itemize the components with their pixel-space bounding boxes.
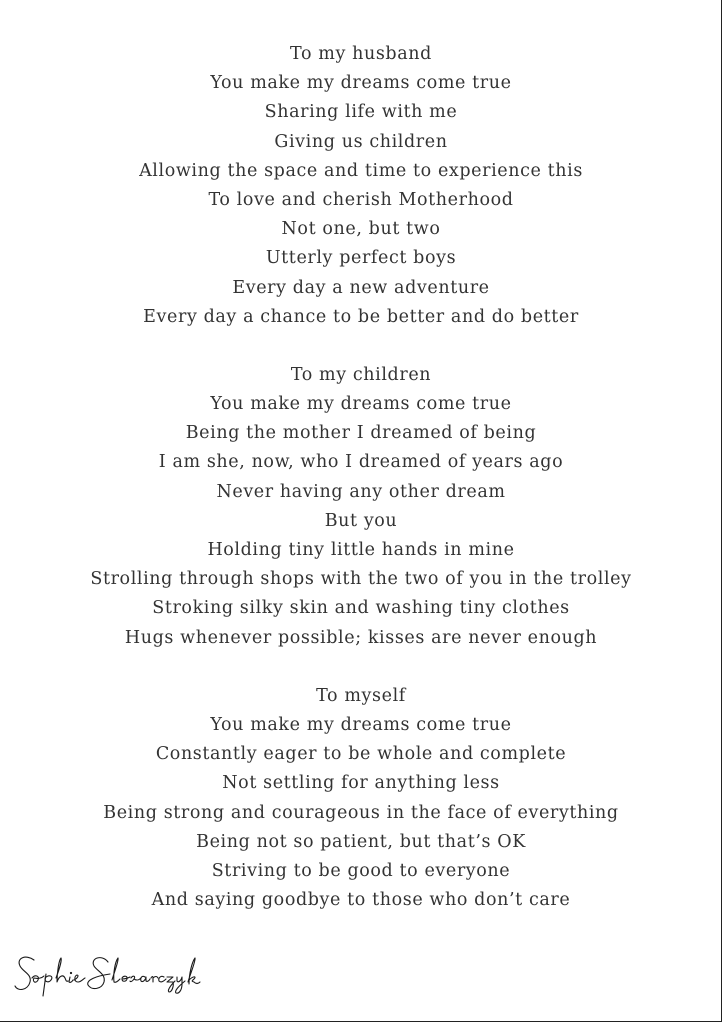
poem-line: To my children [290, 364, 432, 385]
poem-line: Not one, but two [281, 219, 441, 240]
poem-line: Utterly perfect boys [265, 248, 457, 269]
poem-line: Every day a new adventure [232, 277, 490, 298]
poem-line: Every day a chance to be better and do better [143, 306, 579, 327]
poem-line: I am she, now, who I dreamed of years ago [158, 452, 564, 473]
signature [12, 948, 222, 1000]
poem-line: To myself [316, 685, 406, 706]
poem-line: And saying goodbye to those who don’t care [151, 890, 571, 911]
poem-line: To my husband [290, 44, 432, 64]
poem-line: Sharing life with me [264, 102, 458, 123]
poem-line: Holding tiny little hands in mine [207, 540, 515, 560]
poem-line: Striving to be good to everyone [211, 860, 511, 881]
poem-line: Being the mother I dreamed of being [185, 423, 537, 444]
poem-line: Being strong and courageous in the face of everything [103, 802, 619, 823]
poem-line: But you [324, 510, 398, 531]
poem-line: You make my dreams come true [210, 394, 512, 415]
poem-line: Allowing the space and time to experience this [139, 160, 583, 181]
poem-line: Constantly eager to be whole and complete [155, 744, 567, 765]
stanza-husband [0, 40, 722, 332]
poem-line: Not settling for anything less [222, 773, 500, 794]
poem-line: To love and cherish Motherhood [208, 189, 514, 210]
poem-line: Never having any other dream [216, 481, 506, 502]
stanza-children [0, 361, 722, 653]
poem-line: Strolling through shops with the two of you in the trolley [90, 569, 632, 590]
poem-line: Giving us children [274, 131, 448, 152]
poem-line: You make my dreams come true [210, 73, 512, 94]
poem-line: Stroking silky skin and washing tiny clothes [152, 598, 570, 619]
poem-line: You make my dreams come true [210, 714, 512, 735]
poem [0, 40, 722, 944]
poem-line: Hugs whenever possible; kisses are never enough [124, 627, 598, 648]
stanza-myself [0, 682, 722, 916]
poem-line: Being not so patient, but that’s OK [196, 831, 526, 852]
